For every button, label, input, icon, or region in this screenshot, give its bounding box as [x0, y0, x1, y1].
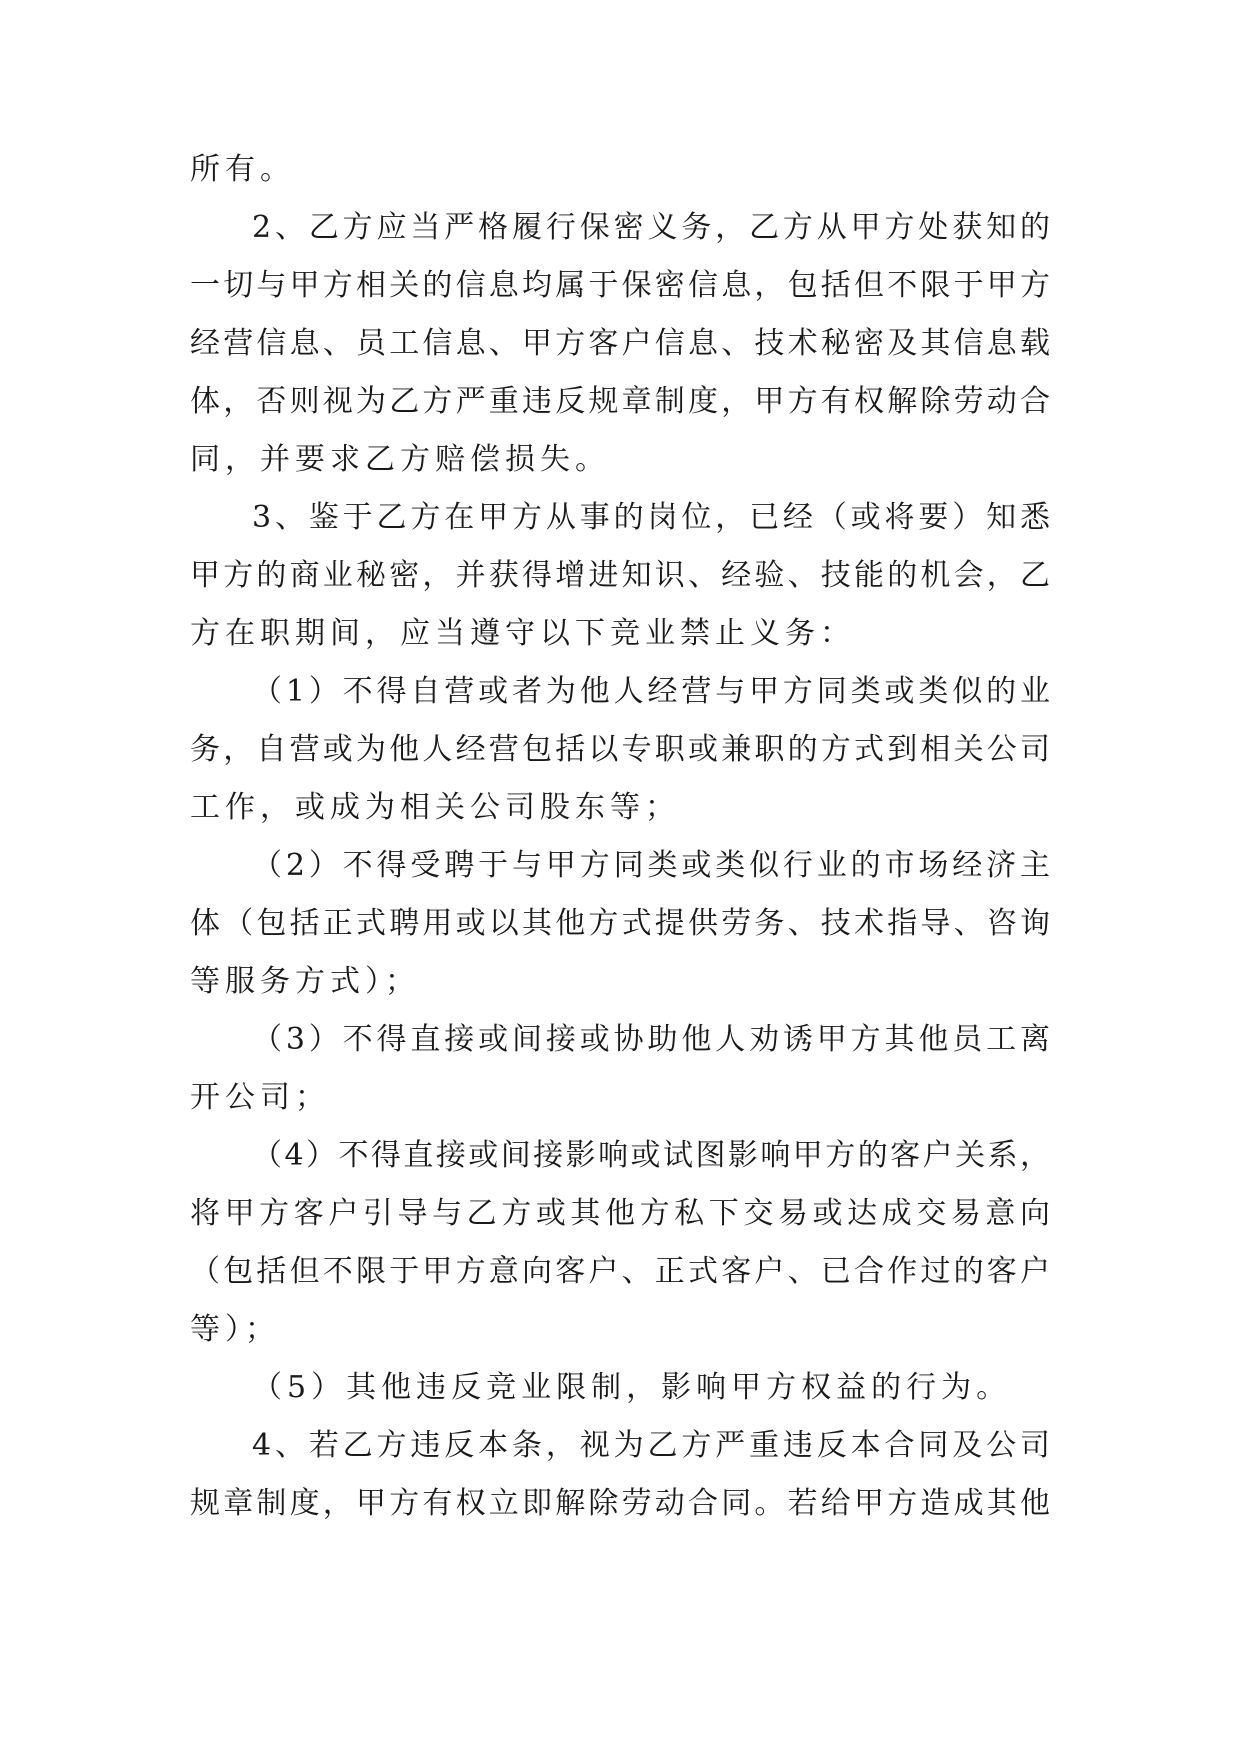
text-line: 等）； [190, 1312, 280, 1347]
text-line: （3）不得直接或间接或协助他人劝诱甲方其他员工离 [252, 1022, 1050, 1057]
text-line: （4）不得直接或间接影响或试图影响甲方的客户关系， [252, 1138, 1050, 1173]
text-line: （2）不得受聘于与甲方同类或类似行业的市场经济主 [252, 848, 1050, 883]
text-line: 4、若乙方违反本条，视为乙方严重违反本合同及公司 [252, 1428, 1050, 1463]
text-line: 务，自营或为他人经营包括以专职或兼职的方式到相关公司 [190, 732, 1050, 767]
text-line: 一切与甲方相关的信息均属于保密信息，包括但不限于甲方 [190, 268, 1050, 303]
text-line: 开公司； [190, 1080, 330, 1115]
text-line: 所有。 [190, 152, 295, 187]
text-line: 甲方的商业秘密，并获得增进知识、经验、技能的机会，乙 [190, 558, 1050, 593]
text-line: 2、乙方应当严格履行保密义务，乙方从甲方处获知的 [252, 210, 1050, 245]
text-line: 将甲方客户引导与乙方或其他方私下交易或达成交易意向 [190, 1196, 1050, 1231]
text-line: 同，并要求乙方赔偿损失。 [190, 442, 610, 477]
text-line: 工作，或成为相关公司股东等； [190, 790, 680, 825]
text-line: （包括但不限于甲方意向客户、正式客户、已合作过的客户 [190, 1254, 1050, 1289]
text-line: 体（包括正式聘用或以其他方式提供劳务、技术指导、咨询 [190, 906, 1050, 941]
text-line: （1）不得自营或者为他人经营与甲方同类或类似的业 [252, 674, 1050, 709]
text-line: 3、鉴于乙方在甲方从事的岗位，已经（或将要）知悉 [252, 500, 1050, 535]
text-line: 体，否则视为乙方严重违反规章制度，甲方有权解除劳动合 [190, 384, 1050, 419]
text-line: 经营信息、员工信息、甲方客户信息、技术秘密及其信息载 [190, 326, 1050, 361]
text-line: 方在职期间，应当遵守以下竞业禁止义务： [190, 616, 855, 651]
text-line: 规章制度，甲方有权立即解除劳动合同。若给甲方造成其他 [190, 1486, 1050, 1521]
text-line: （5）其他违反竞业限制，影响甲方权益的行为。 [252, 1370, 1012, 1405]
text-line: 等服务方式）； [190, 964, 420, 999]
